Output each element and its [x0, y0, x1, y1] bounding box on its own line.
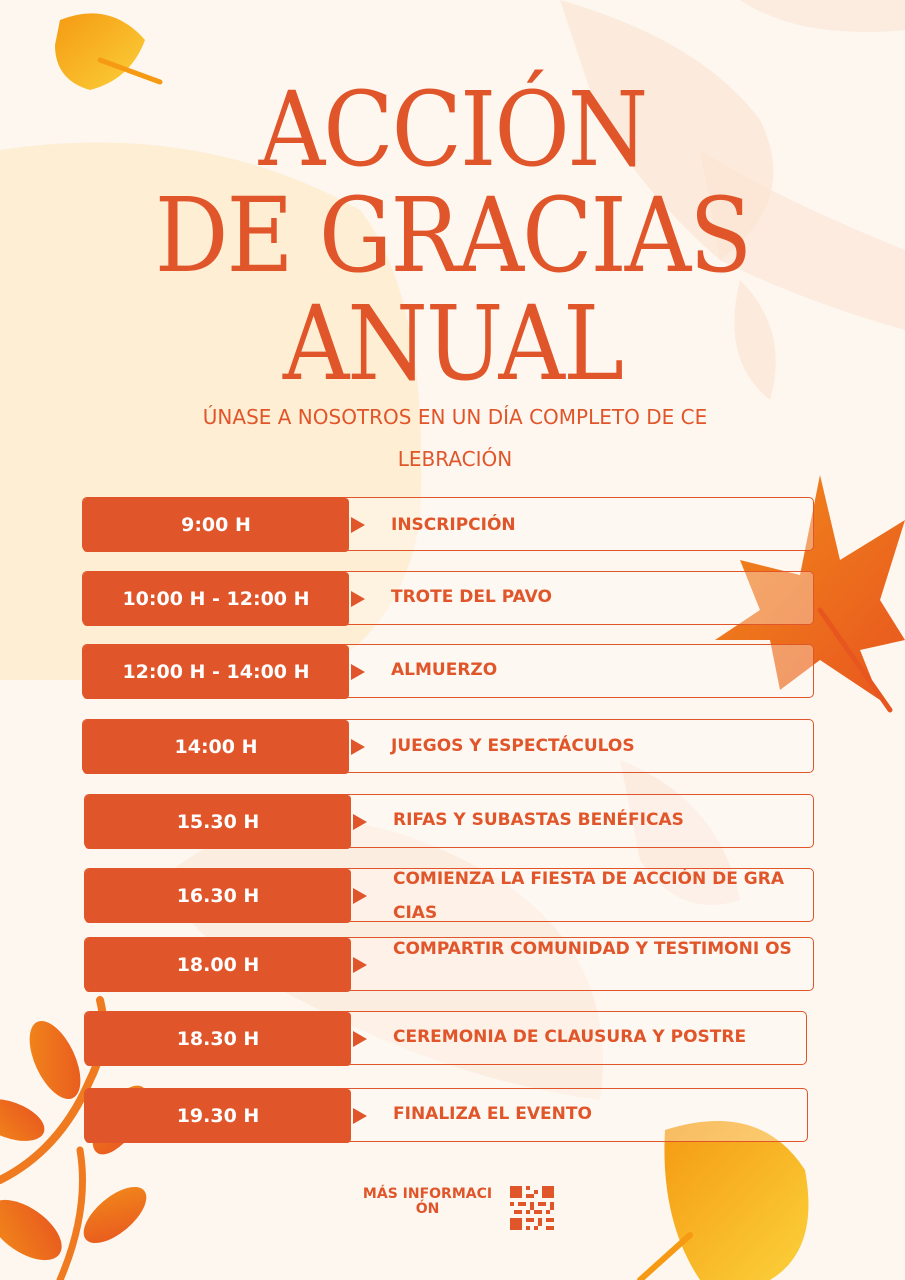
- arrow-right-icon: [353, 1031, 367, 1047]
- subtitle: ÚNASE A NOSOTROS EN UN DÍA COMPLETO DE CE LEBRACIÓN: [202, 405, 708, 471]
- schedule-row: [82, 644, 814, 698]
- arrow-right-icon: [351, 739, 365, 755]
- schedule-time: 10:00 H - 12:00 H: [83, 572, 349, 626]
- schedule-time: 14:00 H: [83, 720, 349, 774]
- more-info-label: MÁS INFORMACI ÓN: [362, 1186, 493, 1217]
- schedule-row: [82, 571, 814, 625]
- schedule-activity: TROTE DEL PAVO: [391, 587, 552, 607]
- schedule-time: 18.00 H: [85, 938, 351, 992]
- title-line-2: DE GRACIAS: [154, 175, 751, 296]
- schedule-time: 12:00 H - 14:00 H: [83, 645, 349, 699]
- arrow-right-icon: [351, 591, 365, 607]
- arrow-right-icon: [353, 957, 367, 973]
- title-line-3: ANUAL: [282, 283, 623, 404]
- schedule-row: [84, 1088, 808, 1142]
- schedule-time: 18.30 H: [85, 1012, 351, 1066]
- arrow-right-icon: [351, 517, 365, 533]
- arrow-right-icon: [353, 1108, 367, 1124]
- schedule-row: [84, 868, 814, 922]
- schedule-activity: ALMUERZO: [391, 660, 498, 680]
- schedule-activity: RIFAS Y SUBASTAS BENÉFICAS: [393, 810, 684, 830]
- schedule-time: 9:00 H: [83, 498, 349, 552]
- schedule-activity: COMPARTIR COMUNIDAD Y TESTIMONI OS: [393, 939, 792, 959]
- schedule-time: 15.30 H: [85, 795, 351, 849]
- schedule-row: [84, 1011, 807, 1065]
- schedule-time: 16.30 H: [85, 869, 351, 923]
- schedule-activity: COMIENZA LA FIESTA DE ACCIÓN DE GRA CIAS: [393, 869, 784, 923]
- qr-code-icon[interactable]: [510, 1186, 554, 1230]
- schedule-row: [82, 719, 814, 773]
- schedule-activity: FINALIZA EL EVENTO: [393, 1104, 592, 1124]
- schedule-row: [82, 497, 814, 551]
- title-line-1: ACCIÓN: [258, 69, 647, 190]
- ginkgo-leaf-large-icon: [640, 1121, 808, 1280]
- schedule-activity: CEREMONIA DE CLAUSURA Y POSTRE: [393, 1027, 747, 1047]
- schedule-row: [84, 937, 814, 991]
- schedule-time: 19.30 H: [85, 1089, 351, 1143]
- arrow-right-icon: [351, 664, 365, 680]
- arrow-right-icon: [353, 814, 367, 830]
- arrow-right-icon: [353, 888, 367, 904]
- schedule-activity: INSCRIPCIÓN: [391, 515, 516, 535]
- schedule-row: [84, 794, 814, 848]
- schedule-activity: JUEGOS Y ESPECTÁCULOS: [391, 736, 635, 756]
